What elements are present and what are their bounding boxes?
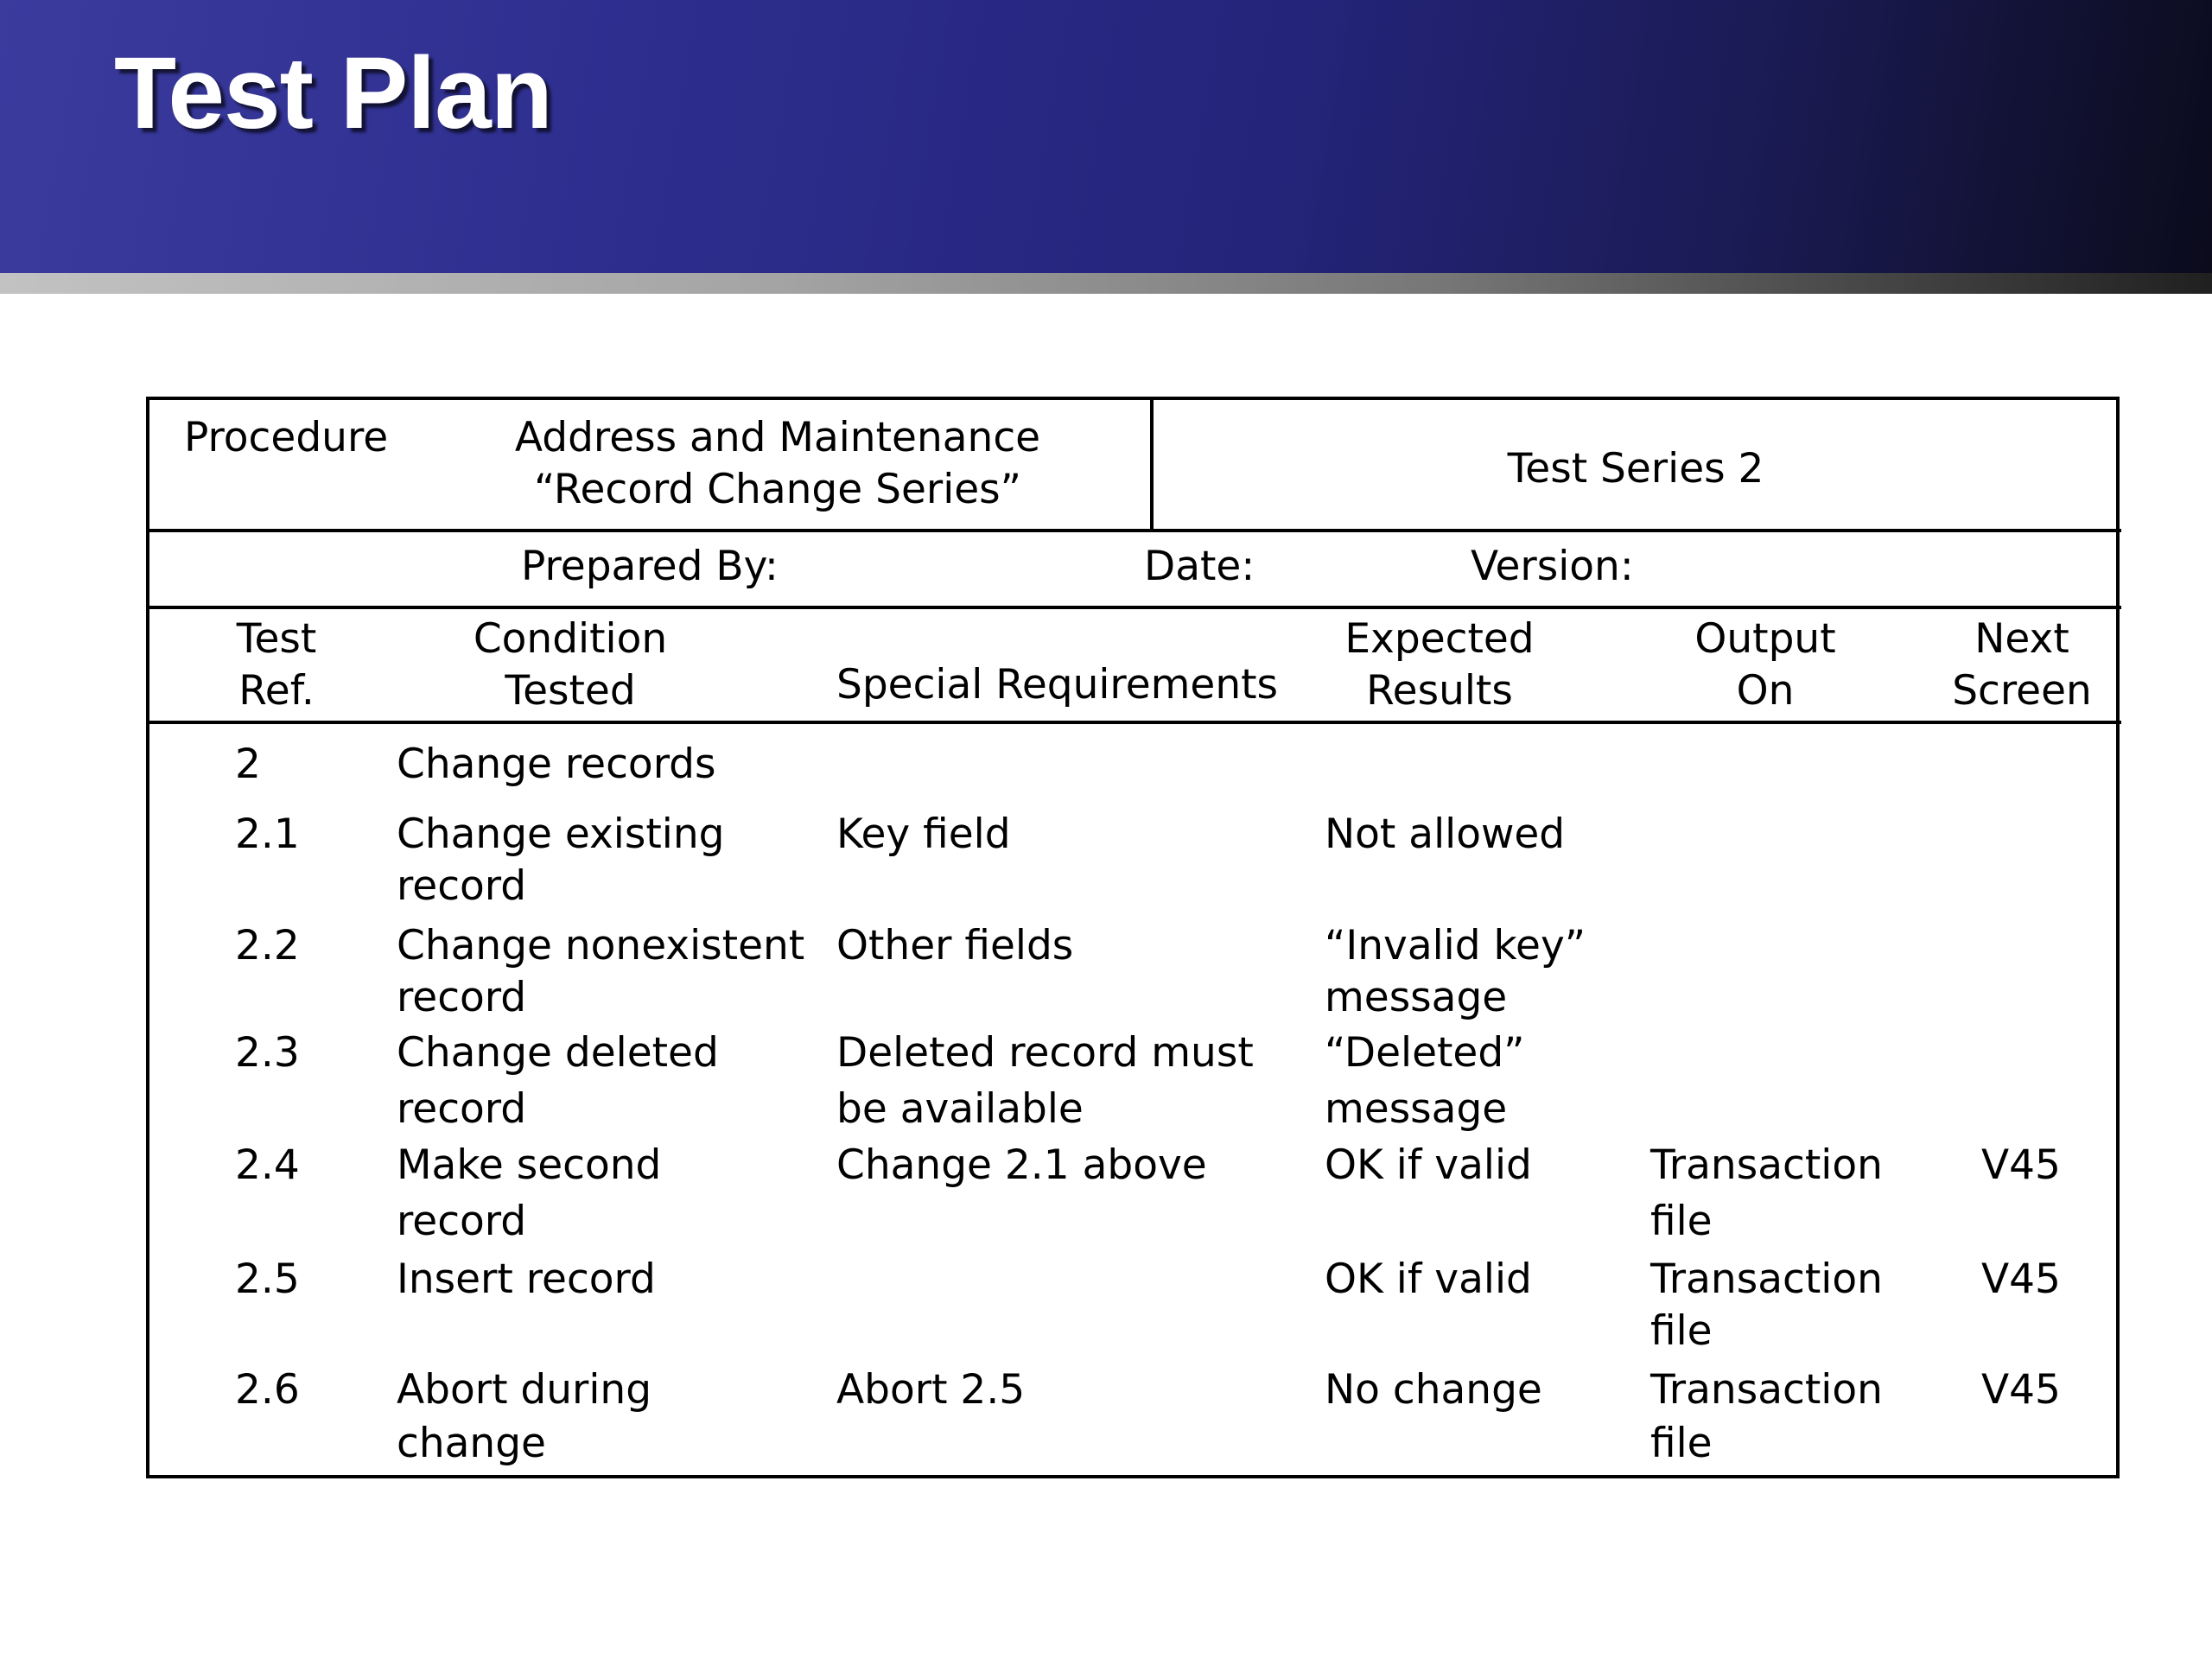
row-output-cont: file xyxy=(1650,1198,1713,1245)
row-special: Other fields xyxy=(836,922,1074,969)
col-condition-1: Condition xyxy=(473,615,668,663)
form-rule-3 xyxy=(146,721,2121,724)
row-output: Transaction xyxy=(1650,1255,1883,1303)
row-expected-cont: message xyxy=(1325,1085,1508,1133)
date-label: Date: xyxy=(1144,543,1255,590)
row-output-cont: file xyxy=(1650,1307,1713,1355)
row-condition: Change deleted xyxy=(397,1029,719,1077)
row-condition-cont: record xyxy=(397,862,527,910)
row-ref: 2 xyxy=(235,741,261,788)
version-label: Version: xyxy=(1471,543,1634,590)
col-test-ref-2: Ref. xyxy=(238,667,315,715)
col-condition-2: Tested xyxy=(505,667,636,715)
row-special-cont: be available xyxy=(836,1085,1084,1133)
row-expected: OK if valid xyxy=(1325,1255,1532,1303)
col-output-1: Output xyxy=(1694,615,1836,663)
row-next-screen: V45 xyxy=(1981,1255,2061,1303)
row-condition: Make second xyxy=(397,1141,662,1189)
col-special-requirements: Special Requirements xyxy=(836,661,1279,709)
banner-divider xyxy=(0,273,2212,294)
row-expected: OK if valid xyxy=(1325,1141,1532,1189)
row-output: Transaction xyxy=(1650,1366,1883,1414)
row-output: Transaction xyxy=(1650,1141,1883,1189)
row-ref: 2.2 xyxy=(235,922,300,969)
row-condition: Change nonexistent xyxy=(397,922,805,969)
row-condition-cont: record xyxy=(397,1198,527,1245)
row-special: Key field xyxy=(836,810,1011,858)
row-ref: 2.1 xyxy=(235,810,300,858)
col-test-ref-1: Test xyxy=(236,615,317,663)
row-special: Abort 2.5 xyxy=(836,1366,1026,1414)
row-condition-cont: change xyxy=(397,1420,546,1467)
row-condition: Change existing xyxy=(397,810,725,858)
row-expected: No change xyxy=(1325,1366,1542,1414)
row-ref: 2.6 xyxy=(235,1366,300,1414)
col-next-2: Screen xyxy=(1952,667,2092,715)
row-condition: Change records xyxy=(397,741,716,788)
row-condition-cont: record xyxy=(397,974,527,1021)
row-condition: Abort during xyxy=(397,1366,652,1414)
procedure-label: Procedure xyxy=(184,414,389,461)
row-expected: “Deleted” xyxy=(1325,1029,1525,1077)
procedure-name-line1: Address and Maintenance xyxy=(514,414,1041,461)
col-expected-2: Results xyxy=(1366,667,1513,715)
row-next-screen: V45 xyxy=(1981,1366,2061,1414)
row-expected: Not allowed xyxy=(1325,810,1566,858)
slide-title: Test Plan xyxy=(114,36,552,150)
row-special: Change 2.1 above xyxy=(836,1141,1207,1189)
col-expected-1: Expected xyxy=(1344,615,1535,663)
row-output-cont: file xyxy=(1650,1420,1713,1467)
form-rule-2 xyxy=(146,606,2121,609)
row-ref: 2.4 xyxy=(235,1141,300,1189)
form-rule-1 xyxy=(146,529,2121,532)
row-condition-cont: record xyxy=(397,1085,527,1133)
col-output-2: On xyxy=(1736,667,1795,715)
row-special: Deleted record must xyxy=(836,1029,1254,1077)
test-series: Test Series 2 xyxy=(1507,445,1764,493)
row-ref: 2.3 xyxy=(235,1029,300,1077)
row-expected: “Invalid key” xyxy=(1325,922,1586,969)
row-expected-cont: message xyxy=(1325,974,1508,1021)
col-next-1: Next xyxy=(1974,615,2069,663)
row-next-screen: V45 xyxy=(1981,1141,2061,1189)
procedure-name-line2: “Record Change Series” xyxy=(534,466,1021,513)
row-ref: 2.5 xyxy=(235,1255,300,1303)
row-condition: Insert record xyxy=(397,1255,656,1303)
prepared-by-label: Prepared By: xyxy=(521,543,779,590)
